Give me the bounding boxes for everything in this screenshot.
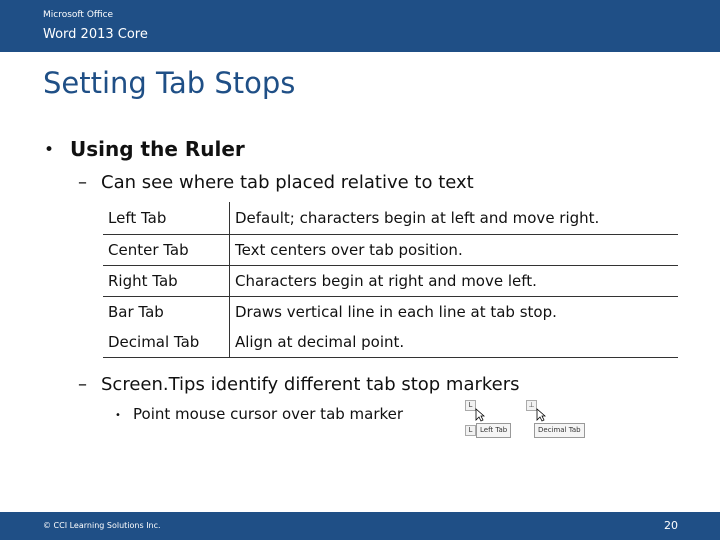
footer-copyright: © CCI Learning Solutions Inc. [43,521,161,530]
table-row [103,266,678,297]
header-band [0,0,720,52]
page-number: 20 [664,519,678,532]
left-tab-marker-icon: L [465,425,476,436]
tab-name-cell: Decimal Tab [103,327,230,358]
table-row [103,202,678,235]
tab-desc-cell: Characters begin at right and move left. [230,266,679,297]
bullet-marker: • [44,140,55,160]
screentip-left-tab-image [463,398,509,440]
mouse-cursor-icon [536,408,546,422]
tab-name-cell: Right Tab [103,266,230,297]
tab-name-cell: Center Tab [103,235,230,266]
tab-types-table [103,202,678,358]
screentip-decimal-tab-image [524,398,586,440]
slide-title: Setting Tab Stops [43,66,296,100]
tab-desc-cell: Text centers over tab position. [230,235,679,266]
left-tab-marker-icon: L [465,400,476,411]
tab-desc-cell: Align at decimal point. [230,327,679,358]
sub-bullet-screentips: Screen.Tips identify different tab stop markers [101,374,520,395]
bullet-using-ruler: Using the Ruler [70,137,245,161]
sub-bullet-ruler: Can see where tab placed relative to text [101,172,474,193]
tab-desc-cell: Draws vertical line in each line at tab stop. [230,297,679,328]
header-company: Microsoft Office [43,10,114,20]
tab-name-cell: Left Tab [103,202,230,235]
sub-bullet-marker: • [115,410,121,421]
dash-marker: – [78,172,87,193]
dash-marker: – [78,374,87,395]
screentip-left-tab-label: Left Tab [476,423,511,438]
screentip-decimal-tab-label: Decimal Tab [534,423,585,438]
tab-desc-cell: Default; characters begin at left and move right. [230,202,679,235]
tab-name-cell: Bar Tab [108,303,164,321]
table-row [103,327,678,358]
table-row [103,297,678,328]
table-row [103,235,678,266]
sub-sub-bullet-point-mouse: Point mouse cursor over tab marker [133,405,404,423]
decimal-tab-marker-icon: ⊥ [526,400,537,411]
mouse-cursor-icon [475,408,485,422]
header-course: Word 2013 Core [43,27,148,42]
